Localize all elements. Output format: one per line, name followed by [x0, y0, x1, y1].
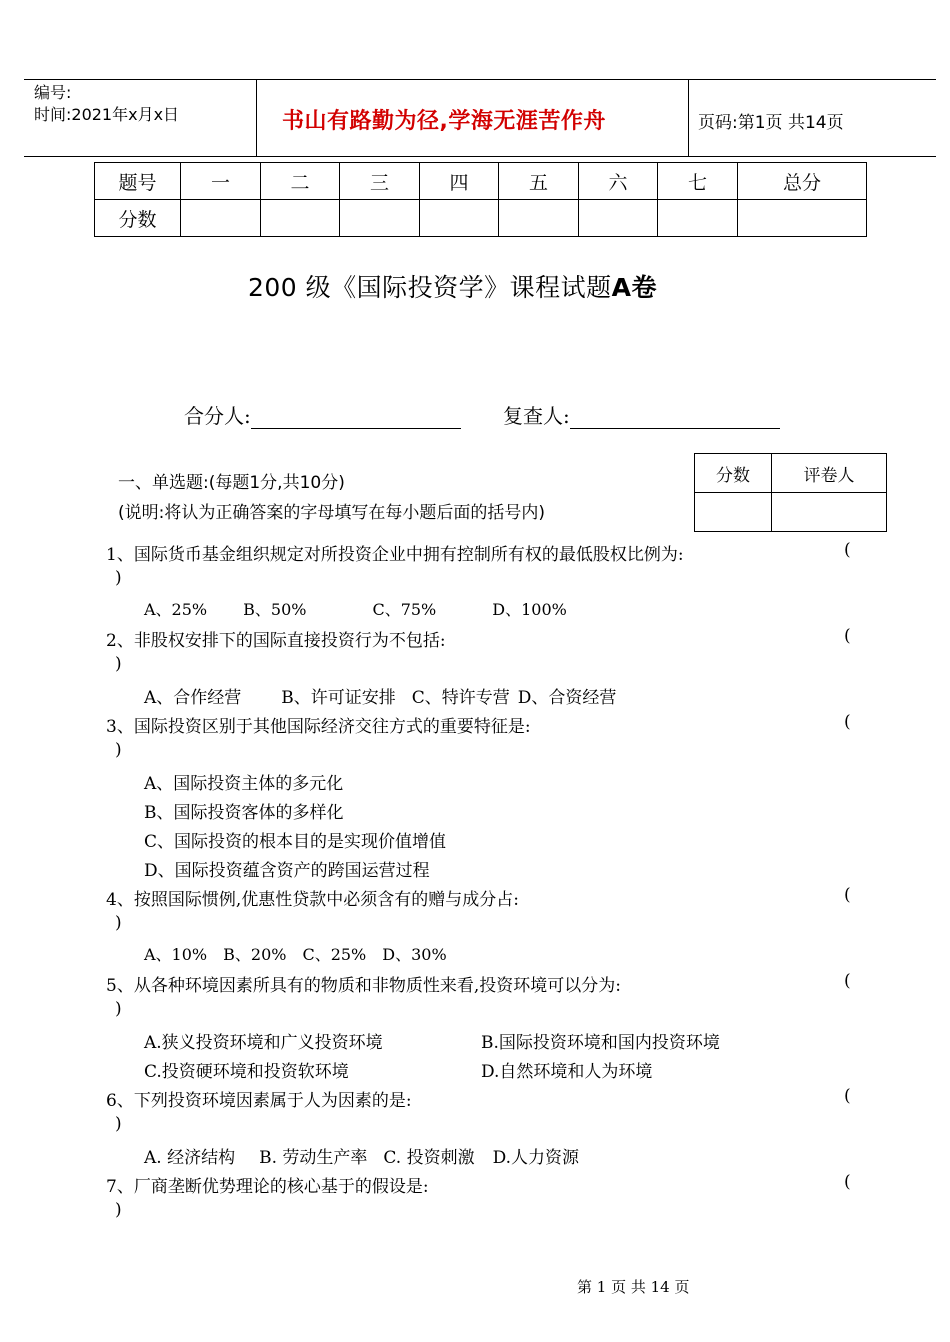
option: A. 经济结构	[144, 1148, 236, 1168]
combiner-line	[251, 408, 461, 429]
question-options	[144, 942, 447, 965]
header-top-rule	[24, 79, 936, 80]
exam-title	[248, 268, 657, 304]
answer-paren-open: (	[844, 885, 851, 905]
score-cell-empty	[181, 200, 261, 237]
option: B、国际投资客体的多样化	[144, 803, 344, 823]
option: B、50%	[243, 600, 307, 619]
reviewer-line	[570, 408, 780, 429]
option: B、许可证安排	[281, 688, 396, 708]
answer-paren-close: )	[115, 568, 122, 588]
score-cell-header: 五	[499, 163, 579, 200]
option: C、75%	[372, 600, 437, 619]
answer-paren-close: )	[115, 1114, 122, 1134]
section-note: (说明:将认为正确答案的字母填写在每小题后面的括号内)	[118, 503, 545, 523]
option: D.自然环境和人为环境	[481, 1062, 653, 1082]
option: A、国际投资主体的多元化	[144, 774, 344, 794]
option: B. 劳动生产率	[259, 1148, 368, 1168]
option: C、特许专营	[411, 688, 510, 708]
option: A、25%	[144, 600, 208, 619]
question-stem: 6、下列投资环境因素属于人为因素的是:	[106, 1091, 412, 1111]
option: D、100%	[492, 600, 567, 619]
score-cell-header: 四	[420, 163, 499, 200]
answer-paren-open: (	[844, 540, 851, 560]
option: D.人力资源	[492, 1148, 580, 1168]
answer-paren-close: )	[115, 913, 122, 933]
header-time-label: 时间:2021年x月x日	[34, 105, 180, 124]
answer-paren-open: (	[844, 712, 851, 732]
score-cell-header: 六	[579, 163, 658, 200]
question-options	[144, 683, 616, 708]
option: C. 投资刺激	[383, 1148, 475, 1168]
grader-name-cell	[772, 493, 887, 532]
option: D、30%	[382, 945, 447, 964]
score-cell-label: 题号	[95, 163, 181, 200]
option: C、国际投资的根本目的是实现价值增值	[144, 832, 447, 852]
score-cell-header: 二	[261, 163, 340, 200]
score-cell-header: 三	[340, 163, 420, 200]
option: C、25%	[302, 945, 367, 964]
question-stem: 5、从各种环境因素所具有的物质和非物质性来看,投资环境可以分为:	[106, 976, 621, 996]
score-cell-empty	[499, 200, 579, 237]
question-options	[144, 1143, 579, 1168]
score-cell-empty	[738, 200, 867, 237]
combiner-label: 合分人:	[184, 404, 251, 428]
score-cell-empty	[579, 200, 658, 237]
score-cell-header: 一	[181, 163, 261, 200]
score-cell-empty	[340, 200, 420, 237]
question-stem: 2、非股权安排下的国际直接投资行为不包括:	[106, 631, 446, 651]
question-stem: 3、国际投资区别于其他国际经济交往方式的重要特征是:	[106, 717, 531, 737]
answer-paren-open: (	[844, 626, 851, 646]
header-bottom-rule	[24, 156, 936, 157]
answer-paren-close: )	[115, 999, 122, 1019]
section-heading: 一、单选题:(每题1分,共10分)	[118, 473, 345, 493]
score-cell-header: 七	[658, 163, 738, 200]
answer-paren-close: )	[115, 740, 122, 760]
score-table	[94, 162, 867, 237]
reviewer-label: 复查人:	[503, 404, 570, 428]
option: B.国际投资环境和国内投资环境	[481, 1033, 720, 1053]
exam-title-suffix: A卷	[611, 273, 658, 302]
answer-paren-open: (	[844, 1172, 851, 1192]
page-footer: 第 1 页 共 14 页	[577, 1278, 690, 1296]
grader-name-label: 评卷人	[772, 454, 887, 493]
header-number-label: 编号:	[34, 83, 72, 102]
reviewer-signature	[503, 400, 780, 429]
score-table-header-row	[95, 163, 867, 200]
grader-box	[694, 453, 887, 532]
exam-title-main: 200 级《国际投资学》课程试题	[248, 273, 612, 302]
score-cell-label: 分数	[95, 200, 181, 237]
option: D、国际投资蕴含资产的跨国运营过程	[144, 861, 430, 881]
question-stem: 7、厂商垄断优势理论的核心基于的假设是:	[106, 1177, 429, 1197]
option: B、20%	[223, 945, 287, 964]
option: A、10%	[144, 945, 208, 964]
answer-paren-open: (	[844, 1086, 851, 1106]
answer-paren-close: )	[115, 654, 122, 674]
header-page-indicator: 页码:第1页 共14页	[698, 113, 844, 133]
answer-paren-close: )	[115, 1200, 122, 1220]
score-cell-empty	[261, 200, 340, 237]
score-table-score-row	[95, 200, 867, 237]
header-divider-left	[256, 79, 257, 156]
header-divider-right	[688, 79, 689, 156]
grader-score-cell	[695, 493, 772, 532]
header-motto: 书山有路勤为径,学海无涯苦作舟	[282, 109, 606, 134]
question-stem: 4、按照国际惯例,优惠性贷款中必须含有的赠与成分占:	[106, 890, 519, 910]
option: A、合作经营	[144, 688, 242, 708]
option: D、合资经营	[517, 688, 617, 708]
answer-paren-open: (	[844, 971, 851, 991]
combiner-signature	[184, 400, 461, 429]
grader-score-label: 分数	[695, 454, 772, 493]
score-cell-total: 总分	[738, 163, 867, 200]
score-cell-empty	[420, 200, 499, 237]
question-options	[144, 597, 567, 620]
question-stem: 1、国际货币基金组织规定对所投资企业中拥有控制所有权的最低股权比例为:	[106, 545, 684, 565]
option: A.狭义投资环境和广义投资环境	[144, 1033, 383, 1053]
option: C.投资硬环境和投资软环境	[144, 1062, 349, 1082]
score-cell-empty	[658, 200, 738, 237]
